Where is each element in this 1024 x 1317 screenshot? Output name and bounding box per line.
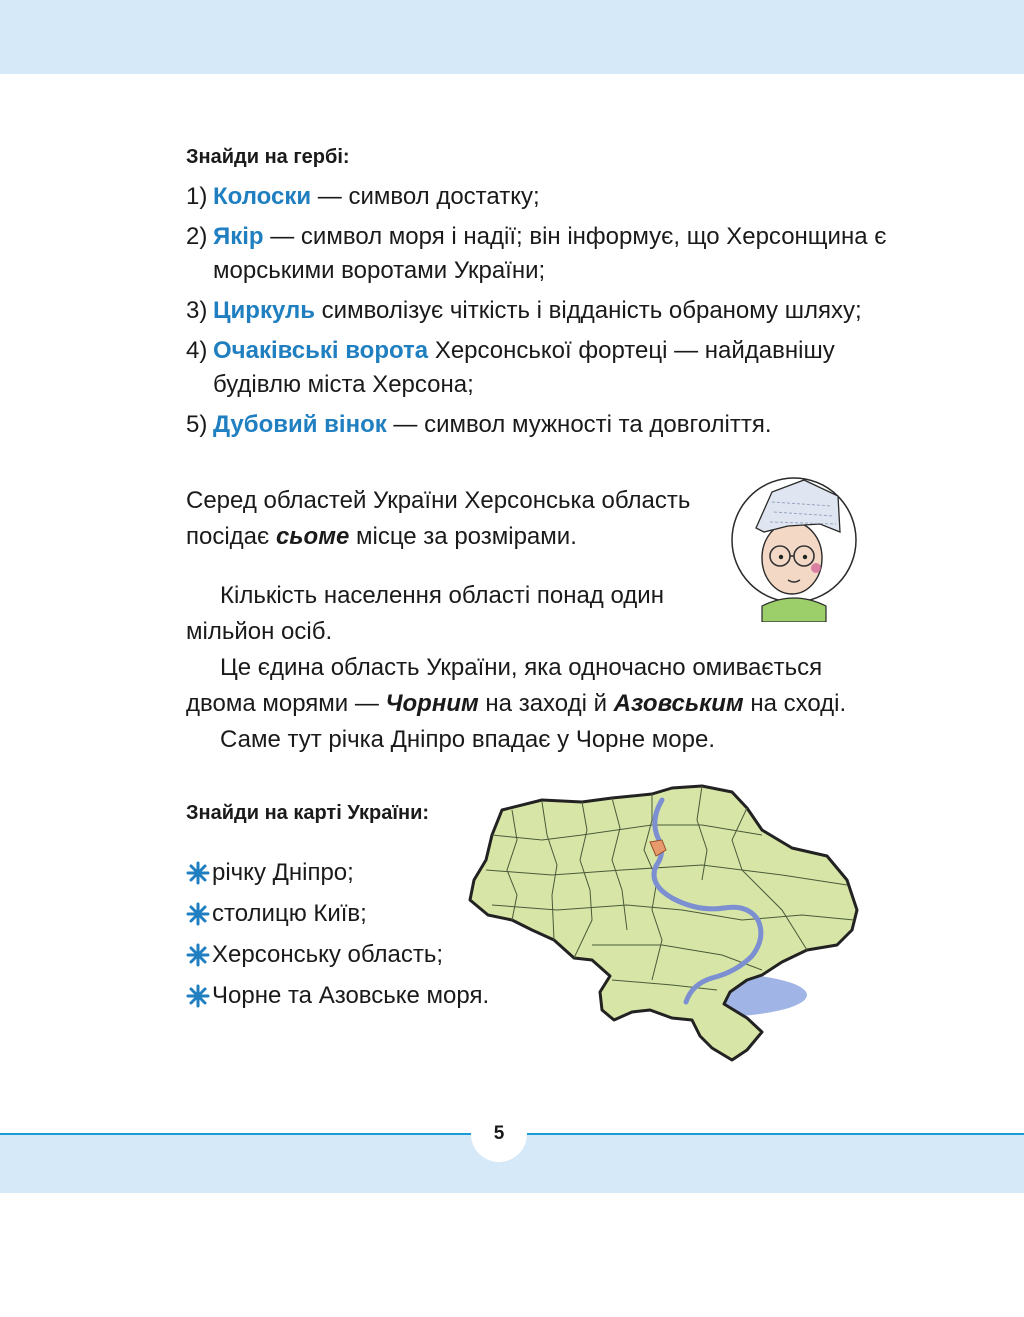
fact-seas [186,650,886,722]
item-term: Дубовий вінок [213,411,387,438]
list-item-text: столицю Київ; [212,899,367,927]
fact-text: на заході й [478,690,614,717]
list-item [186,180,906,214]
fact-text: Це єдина область України, яка одночасно омивається двома морями — [186,654,823,717]
list-item-text: Херсонську область; [212,940,444,968]
item-number: 3) [186,297,208,324]
map-task-heading: Знайди на карті України: [186,802,430,824]
flower-bullet-icon [186,861,210,885]
item-text: Херсонської фортеці — найдавнішу будівлю міста Херсона; [213,337,835,398]
item-text: — символ моря і надії; він інформує, що Херсонщина є морськими воротами України; [213,223,887,284]
fact-emphasis: сьоме [275,523,350,550]
item-term: Очаківські ворота [213,337,429,364]
item-term: Колоски [213,183,312,210]
emblem-heading: Знайди на гербі: [186,146,350,168]
item-number: 1) [186,183,208,210]
list-item [186,334,906,402]
ukraine-map-illustration [462,780,878,1070]
list-item [186,408,906,442]
fact-text: на сході. [743,690,847,717]
boy-avatar-illustration [728,472,860,622]
flower-bullet-icon [186,984,210,1008]
fact-size [186,483,726,555]
top-band [0,0,1024,74]
flower-bullet-icon [186,902,210,926]
item-number: 4) [186,337,208,364]
item-text: — символ мужності та довголіття. [386,411,772,438]
fact-dnipro: Саме тут річка Дніпро впадає у Чорне море. [220,726,716,753]
fact-population: Кількість населення області понад один мільйон осіб. [186,582,664,645]
emblem-list [186,180,906,448]
fact-emphasis: Чорним [385,690,479,717]
list-item [186,220,906,288]
item-number: 2) [186,223,208,250]
fact-text: Серед областей України Херсонська область посідає [186,487,691,550]
item-text: символізує чіткість і відданість обраному шляху; [315,297,862,324]
flower-bullet-icon [186,943,210,967]
list-item [186,975,489,1016]
country-outline [470,786,857,1060]
item-term: Циркуль [213,297,315,324]
list-item [186,852,489,893]
list-item-text: Чорне та Азовське моря. [212,981,490,1009]
list-item-text: річку Дніпро; [212,858,354,886]
item-number: 5) [186,411,208,438]
list-item [186,294,906,328]
page-number: 5 [471,1106,527,1162]
fact-emphasis: Азовським [613,690,744,717]
list-item [186,934,489,975]
item-term: Якір [213,223,264,250]
item-text: — символ достатку; [311,183,540,210]
map-task-list [186,852,489,1016]
list-item [186,893,489,934]
fact-text: місце за розмірами. [349,523,577,550]
